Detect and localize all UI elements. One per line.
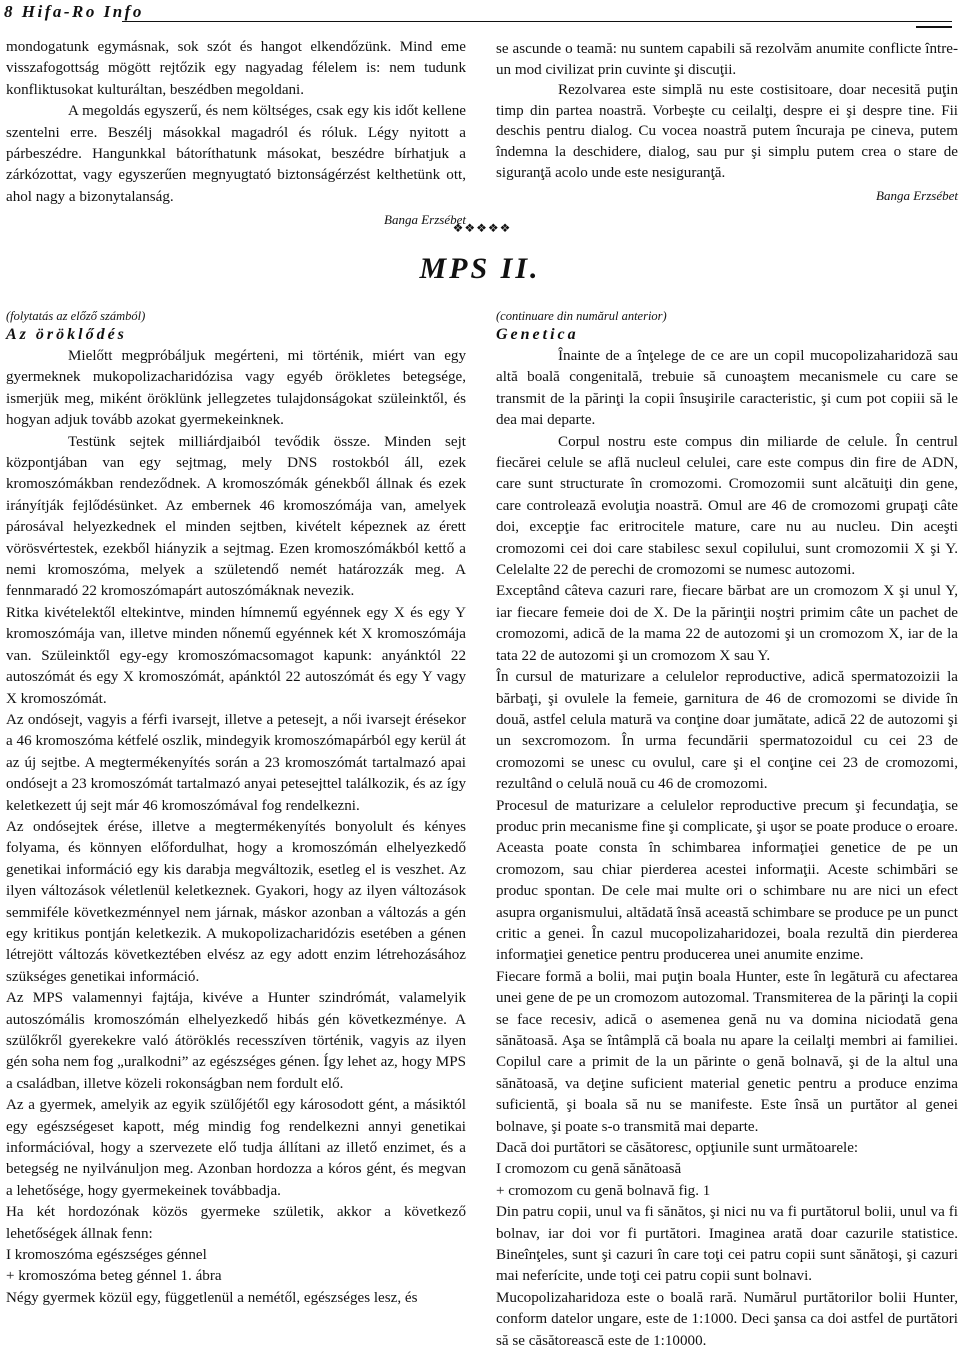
body-paragraph: Az a gyermek, amelyik az egyik szülőjétől egy károsodott gént, a másiktól egy egészségeset kapott, még mindig fog rendelkezni annyi genetikai információval, hogy a szervezete elő tudja állítani az illető enzimet, és a betegség ne nyilvánuljon meg. Azonban hordozza a kóros gént, és megvan a lehetősége, hogy gyermekeinek továbbadja. [6, 1097, 466, 1199]
body-paragraph: Az MPS valamennyi fajtája, kivéve a Hunter szindrómát, valamelyik autoszómális kromoszómán elhelyezkedő hibás gén következménye. A szülőkről gyerekekre való átöröklés recesszíven történik, vagyis az ilyen gén soha nem fog „uralkodni” az egészséges génen. Így lehet az, hogy MPS a családban, illetve közeli rokonságban nem fordult elő. [6, 990, 466, 1092]
intro-paragraph: mondogatunk egymásnak, sok szót és hangot elkendőzünk. Mind eme visszafogottság mögött rejtőzik egy nagyadag félelem is: nem tudunk konfliktusokat kulturáltan, beszédben megoldani. [6, 39, 466, 98]
intro-paragraph: Rezolvarea este simplă nu este costisitoare, doar necesită puţin timp din partea noastră. Vorbeşte cu ceilalţi, despre ei şi despre tine. Fii deschis pentru dialog. Cu vocea noastră putem încuraja pe cineva, putem îndemna la deschidere, dialog, sau pur şi simplu putem crea o stare de siguranţă acolo unde este nesiguranţă. [496, 82, 958, 181]
legend-line: I kromoszóma egészséges génnel [6, 1247, 207, 1264]
body-paragraph: Négy gyermek közül egy, függetlenül a nemétől, egészséges lesz, és [6, 1289, 418, 1306]
body-paragraph: Din patru copii, unul va fi sănătos, şi nici nu va fi purtătorul bolii, unul va fi bolnav, iar doi vor fi purtători. Imaginea arată doar cazurile statistice. Bineînţeles, sunt şi cazuri în care toţi cei patru copii sunt sănătoşi, şi cazuri mai neferícite, unde toţi cei patru copii sunt bolnavi. [496, 1204, 958, 1285]
intro-paragraph: se ascunde o teamă: nu suntem capabili să rezolvăm anumite conflicte între-un mod civilizat prin cuvinte şi discuţii. [496, 41, 958, 78]
separator-ornament: ❖❖❖❖❖ [452, 221, 512, 235]
body-paragraph: În cursul de maturizare a celulelor reproductive, adică spermatozoizii la bărbaţi, şi ovulele la femeie, garnitura de 46 de cromozomi se divide în două, astfel celula matură va conţine doar jumătate, adică 22 de autozomi şi un sexcromozom. În urma fecundării spermatozoidul cu cei 23 de cromozomi se unesc cu ovulul, care şi el conţine cei 23 de cromozomi, rezultând o celulă nouă cu 46 de cromozomi. [496, 669, 958, 793]
body-paragraph: Înainte de a înţelege de ce are un copil mucopolizaharidoză sau altă boală congenitală, trebuie să cunoaştem mecanismele cu care se transmit de la părinţi la copii însuşirile caracteristic, şi cum pot copiii să le dea mai departe. [496, 348, 958, 429]
page-number-label: 8 Hifa-Ro Info [4, 2, 144, 21]
signature: Banga Erzsébet [384, 212, 466, 228]
intro-column-hungarian [6, 37, 466, 229]
body-paragraph: Mucopolizaharidoza este o boală rară. Numărul purtătorilor bolii Hunter, conform datelor ungare, este de 1:1000. Deci şansa ca doi astfel de purtători să se căsătorească este de 1:10000. [496, 1289, 958, 1349]
body-paragraph: Ha két hordozónak közös gyermeke születik, akkor a következő lehetőségek állnak fenn: [6, 1204, 466, 1242]
body-paragraph: Procesul de maturizare a celulelor reproductive precum şi fecundaţia, se produc prin mecanisme fine şi complicate, şi uşor se poate produce o eroare. Aceasta poate consta în schimbarea informaţiei genetice de pe un cromozom, sau chiar pierderea acestei informaţii. Aceste schimbări se produc spontan. De cele mai multe ori o schimbare nu are nici un efect asupra organismului, altădată însă această schimbare se produce pe un punct critic a genei. În cazul mucopolizaharidozei, boala rezultă din pierderea informaţiei genetice pentru producerea unei anumite enzime. [496, 797, 958, 964]
section-heading: Genetica [496, 326, 579, 343]
article-column-romanian [496, 308, 958, 1352]
legend-line: + cromozom cu genă bolnavă fig. 1 [496, 1182, 711, 1199]
intro-column-romanian [496, 39, 958, 205]
body-paragraph: Dacă doi purtători se căsătoresc, opţiunile sunt următoarele: [496, 1140, 859, 1157]
continuation-note: (continuare din numărul anterior) [496, 309, 667, 323]
body-paragraph: Testünk sejtek milliárdjaiból tevődik össze. Minden sejt központjában van egy sejtmag, mely DNS rostokból áll, ezek kromoszómákban rendeződnek. A kromoszómák génekből állnak és ezek irányítják fejlődésünket. Az embernek 46 kromoszómája van, amelyek párosával helyezkednek el minden sejtben, kivételt képeznek az érett vörösvértestek, ezekből hiányzik a sejtmag. Ezen kromoszómákból kettő a nemi kromoszóma, melyek a születendő nemét határozzák meg. A fennmaradó 22 kromoszómapárt autoszómáknak nevezik. [6, 433, 466, 600]
body-paragraph: Az ondósejt, vagyis a férfi ivarsejt, illetve a petesejt, a női ivarsejt érésekor a 46 kromoszóma kétfelé oszlik, mindegyik kromoszómapárból egy kerül át az új sejtbe. A megtermékenyítés során a 23 kromoszómát tartalmazó apai ondósejt a 23 kromoszómát tartalmazó anyai petesejttel találkozik, és az így keletkezett új sejt már 46 kromoszómával fog rendelkezni. [6, 711, 466, 814]
body-paragraph: Mielőtt megpróbáljuk megérteni, mi történik, miért van egy gyermeknek mukopolizacharidózisa vagy egyéb örökletes betegsége, ismerjük meg, miként öröklünk jellegzetes tulajdonságokat szüleinktől, és hogyan adjuk tovább azokat gyermekeinknek. [6, 348, 466, 429]
section-heading: Az öröklődés [6, 326, 127, 343]
article-column-hungarian [6, 308, 466, 1309]
body-paragraph: Az ondósejtek érése, illetve a megtermékenyítés bonyolult és kényes folyama, és könnyen előfordulhat, hogy a kromoszómán elhelyezkedő genetikai információ egy kis darabja megváltozik, esetleg el is veszhet. Az ilyen változások véletlenül keletkeznek. Gyakori, hogy az ilyen változások semmiféle következménnyel nem járnak, máskor azonban a változás a gén egy kritikus pontján keletkezik. A mukopolizacharidózis esetében a génen létrejött változás következtében elvész az egy adott enzim létrehozásához szükséges genetikai információ. [6, 818, 466, 985]
legend-line: + kromoszóma beteg génnel 1. ábra [6, 1268, 222, 1285]
signature: Banga Erzsébet [876, 188, 958, 204]
intro-paragraph: A megoldás egyszerű, és nem költséges, csak egy kis időt kellene szentelni erre. Beszélj másokkal magadról és róluk. Légy nyitott a párbeszédre. Hangunkkal bátoríthatunk másokat, beszédre bírhatjuk a zárkózottat, vagy egyszerűen megnyugtató biztonságérzést kelthetünk ott, ahol nagy a bizonytalanság. [6, 103, 466, 205]
legend-line: I cromozom cu genă sănătoasă [496, 1161, 682, 1178]
article-title: MPS II. [419, 252, 541, 285]
header-rule [122, 21, 952, 22]
header-rule-accent [916, 26, 952, 28]
body-paragraph: Ritka kivételektől eltekintve, minden hímnemű egyénnek egy X és egy Y kromoszómája van, illetve minden nőnemű egyénnek két X kromoszómája van. Szüleinktől egy-egy kromoszómacsomagot kapunk: anyánktól 22 autoszómát és egy X kromoszómát, apánktól 22 autoszómát és egy Y vagy X kromoszómát. [6, 604, 466, 707]
continuation-note: (folytatás az előző számból) [6, 309, 146, 323]
body-paragraph: Corpul nostru este compus din miliarde de celule. În centrul fiecărei celule se află nucleul celulei, care este compus din fire de ADN, care sunt structurate în cromozomi. Cromozomii sunt alcătuiţi din gene, care controlează evoluţia noastră. Omul are 46 de cromozomi grupaţi câte doi, excepţie fac eritrocitele mature, care nu au nucleu. Din aceşti cromozomi cei doi care stabilesc sexul copilului, sunt cromozomii X şi Y. Celelalte 22 de perechi de cromozomi se numesc autozomi. [496, 433, 958, 579]
body-paragraph: Fiecare formă a bolii, mai puţin boala Hunter, este în legătură cu afectarea unei gene de pe un cromozom autozomal. Transmiterea de la părinţi la copii se face recesiv, adică o asemenea genă nu va domina niciodată gena sănătoasă. Aşa se întâmplă că boala nu apare la ceilalţi membri ai familiei. Copilul care a primit de la un părinte o genă bolnavă, şi de la altul una sănătoasă, va deţine suficient material genetic pentru a produce enzima suficientă, şi boala să nu se manifeste. Este însă un purtător al genei bolnave, şi poate s-o transmită mai departe. [496, 968, 958, 1135]
body-paragraph: Exceptând câteva cazuri rare, fiecare bărbat are un cromozom X şi unul Y, iar fiecare femeie doi de X. De la părinţii noştri primim câte un pachet de cromozomi, adică de la mama 22 de autozomi şi un cromozom X, iar de la tata 22 de autozomi şi un cromozom X sau Y. [496, 583, 958, 664]
page-header [0, 0, 960, 28]
